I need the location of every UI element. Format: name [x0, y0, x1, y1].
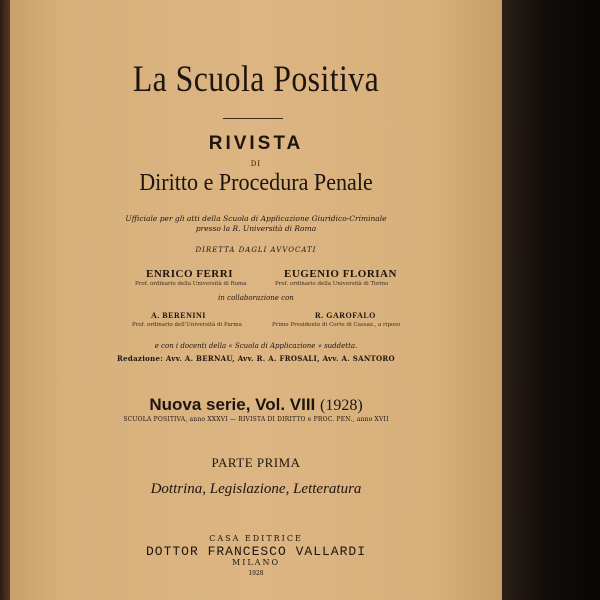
rivista-label: RIVISTA	[208, 133, 304, 154]
collaborator-role-garofalo: Primo Presidente di Corte di Cassaz., a riposo	[272, 322, 401, 328]
journal-title: La Scuola Positiva	[132, 59, 380, 100]
page-edge-shadow	[502, 0, 600, 600]
series-note: SCUOLA POSITIVA, anno XXXVI — RIVISTA DI DIRITTO e PROC. PEN., anno XVII	[123, 416, 389, 423]
publication-year: 1928	[248, 570, 264, 577]
official-line-1: Ufficiale per gli atti della Scuola di Applicazione Giuridico-Criminale	[125, 214, 387, 223]
journal-subtitle: Diritto e Procedura Penale	[139, 170, 373, 196]
series-label: Nuova serie, Vol. VIII	[149, 395, 316, 414]
collaborator-name-berenini: A. BERENINI	[151, 311, 206, 320]
official-line-2: presso la R. Università di Roma	[195, 224, 317, 233]
collaboration-label: in collaborazione con	[218, 294, 294, 302]
part-label: PARTE PRIMA	[211, 455, 301, 470]
collaborator-role-berenini: Prof. ordinario dell'Università di Parma	[132, 322, 242, 328]
collaborator-name-garofalo: R. GAROFALO	[315, 311, 376, 320]
series-year: (1928)	[320, 397, 363, 414]
book-binding	[0, 0, 10, 600]
part-content: Dottrina, Legislazione, Letteratura	[150, 481, 362, 497]
director-role-ferri: Prof. ordinario della Università di Roma	[135, 281, 247, 287]
director-name-ferri: ENRICO FERRI	[146, 268, 233, 280]
series-heading	[10, 395, 502, 415]
director-name-florian: EUGENIO FLORIAN	[284, 268, 397, 280]
title-page	[10, 0, 502, 600]
directed-by-label: DIRETTA DAGLI AVVOCATI	[195, 246, 317, 254]
publisher-city: MILANO	[232, 558, 280, 567]
publisher-house: CASA EDITRICE	[209, 534, 303, 543]
title-rule	[223, 118, 283, 119]
redazione-line: Redazione: Avv. A. BERNAU, Avv. R. A. FROSALI, Avv. A. SANTORO	[117, 354, 395, 363]
director-role-florian: Prof. ordinario della Università di Torino	[275, 281, 389, 287]
di-label: DI	[250, 160, 262, 168]
publisher-name: DOTTOR FRANCESCO VALLARDI	[145, 544, 367, 559]
docenti-note: e con i docenti della « Scuola di Applicazione » suddetta.	[154, 342, 358, 350]
